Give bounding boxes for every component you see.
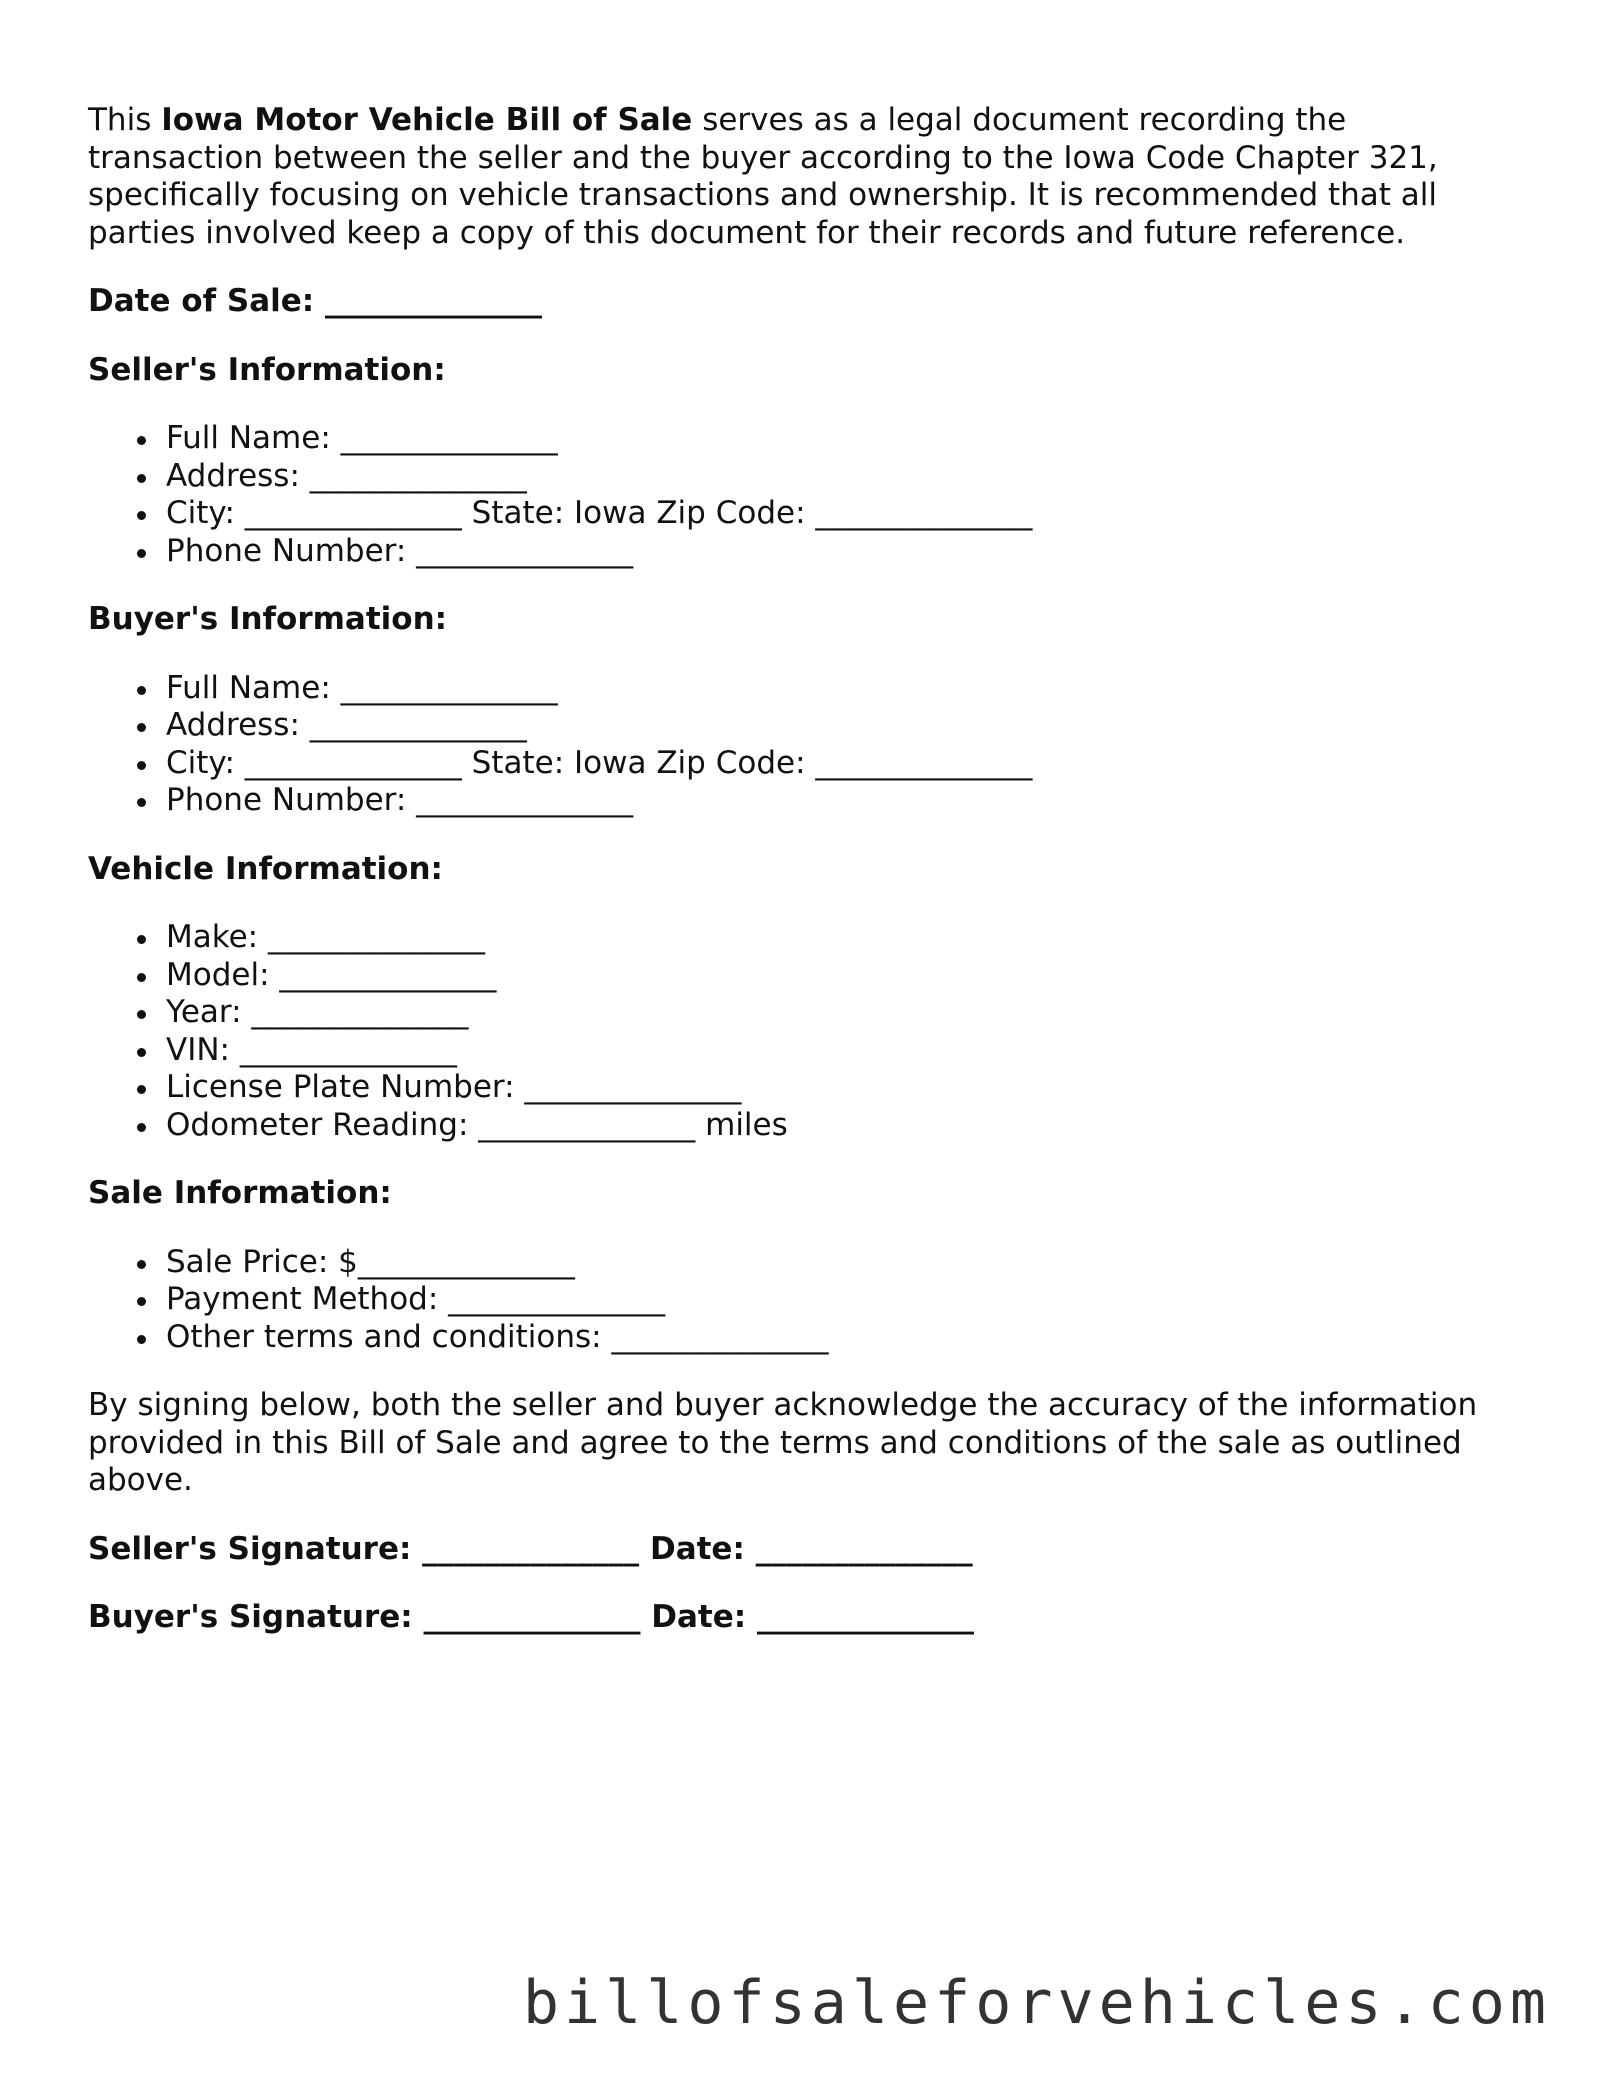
vehicle-odometer-field[interactable]: Odometer Reading: ______________ miles — [166, 1107, 1528, 1145]
seller-city-state-zip-field[interactable]: City: ______________ State: Iowa Zip Code: ______________ — [166, 495, 1528, 533]
seller-phone-field[interactable]: Phone Number: ______________ — [166, 533, 1528, 571]
vehicle-info-heading: Vehicle Information: — [88, 850, 443, 887]
seller-address-field[interactable]: Address: ______________ — [166, 458, 1528, 496]
seller-info-heading: Seller's Information: — [88, 351, 446, 388]
payment-method-field[interactable]: Payment Method: ______________ — [166, 1281, 1528, 1319]
sale-info-list — [88, 1244, 1528, 1357]
seller-info-list — [88, 420, 1528, 570]
seller-full-name-field[interactable]: Full Name: ______________ — [166, 420, 1528, 458]
buyer-info-list — [88, 670, 1528, 820]
vehicle-model-field[interactable]: Model: ______________ — [166, 957, 1528, 995]
vehicle-license-plate-field[interactable]: License Plate Number: ______________ — [166, 1069, 1528, 1107]
date-of-sale-field[interactable]: Date of Sale: ______________ — [88, 283, 542, 319]
buyer-info-heading: Buyer's Information: — [88, 601, 448, 637]
intro-body: serves as a legal document recording the transaction between the seller and the buyer according to the Iowa Code Chapter 321, specifically focusing on vehicle transactions and ownership. It is recommended that all parties involved keep a copy of this document for their records and future reference. — [88, 102, 1438, 251]
site-watermark: billofsaleforvehicles.com — [522, 1968, 1551, 2038]
vehicle-year-field[interactable]: Year: ______________ — [166, 994, 1528, 1032]
seller-signature-line[interactable]: Seller's Signature: ______________ Date: ______________ — [88, 1530, 973, 1567]
sale-price-field[interactable]: Sale Price: $______________ — [166, 1244, 1528, 1282]
document-title: Iowa Motor Vehicle Bill of Sale — [161, 102, 693, 138]
vehicle-vin-field[interactable]: VIN: ______________ — [166, 1032, 1528, 1070]
buyer-phone-field[interactable]: Phone Number: ______________ — [166, 782, 1528, 820]
sale-info-heading: Sale Information: — [88, 1175, 392, 1211]
acknowledgement-paragraph: By signing below, both the seller and buyer acknowledge the accuracy of the information provided in this Bill of Sale and agree to the terms and conditions of the sale as outlined above. — [88, 1387, 1478, 1498]
buyer-signature-line[interactable]: Buyer's Signature: ______________ Date: ______________ — [88, 1599, 974, 1635]
document-body — [88, 102, 1528, 1668]
buyer-address-field[interactable]: Address: ______________ — [166, 707, 1528, 745]
vehicle-make-field[interactable]: Make: ______________ — [166, 919, 1528, 957]
buyer-city-state-zip-field[interactable]: City: ______________ State: Iowa Zip Code: ______________ — [166, 745, 1528, 783]
buyer-full-name-field[interactable]: Full Name: ______________ — [166, 670, 1528, 708]
vehicle-info-list — [88, 919, 1528, 1144]
intro-paragraph — [88, 102, 1528, 252]
other-terms-field[interactable]: Other terms and conditions: ______________ — [166, 1319, 1528, 1357]
intro-prefix: This — [88, 102, 162, 138]
